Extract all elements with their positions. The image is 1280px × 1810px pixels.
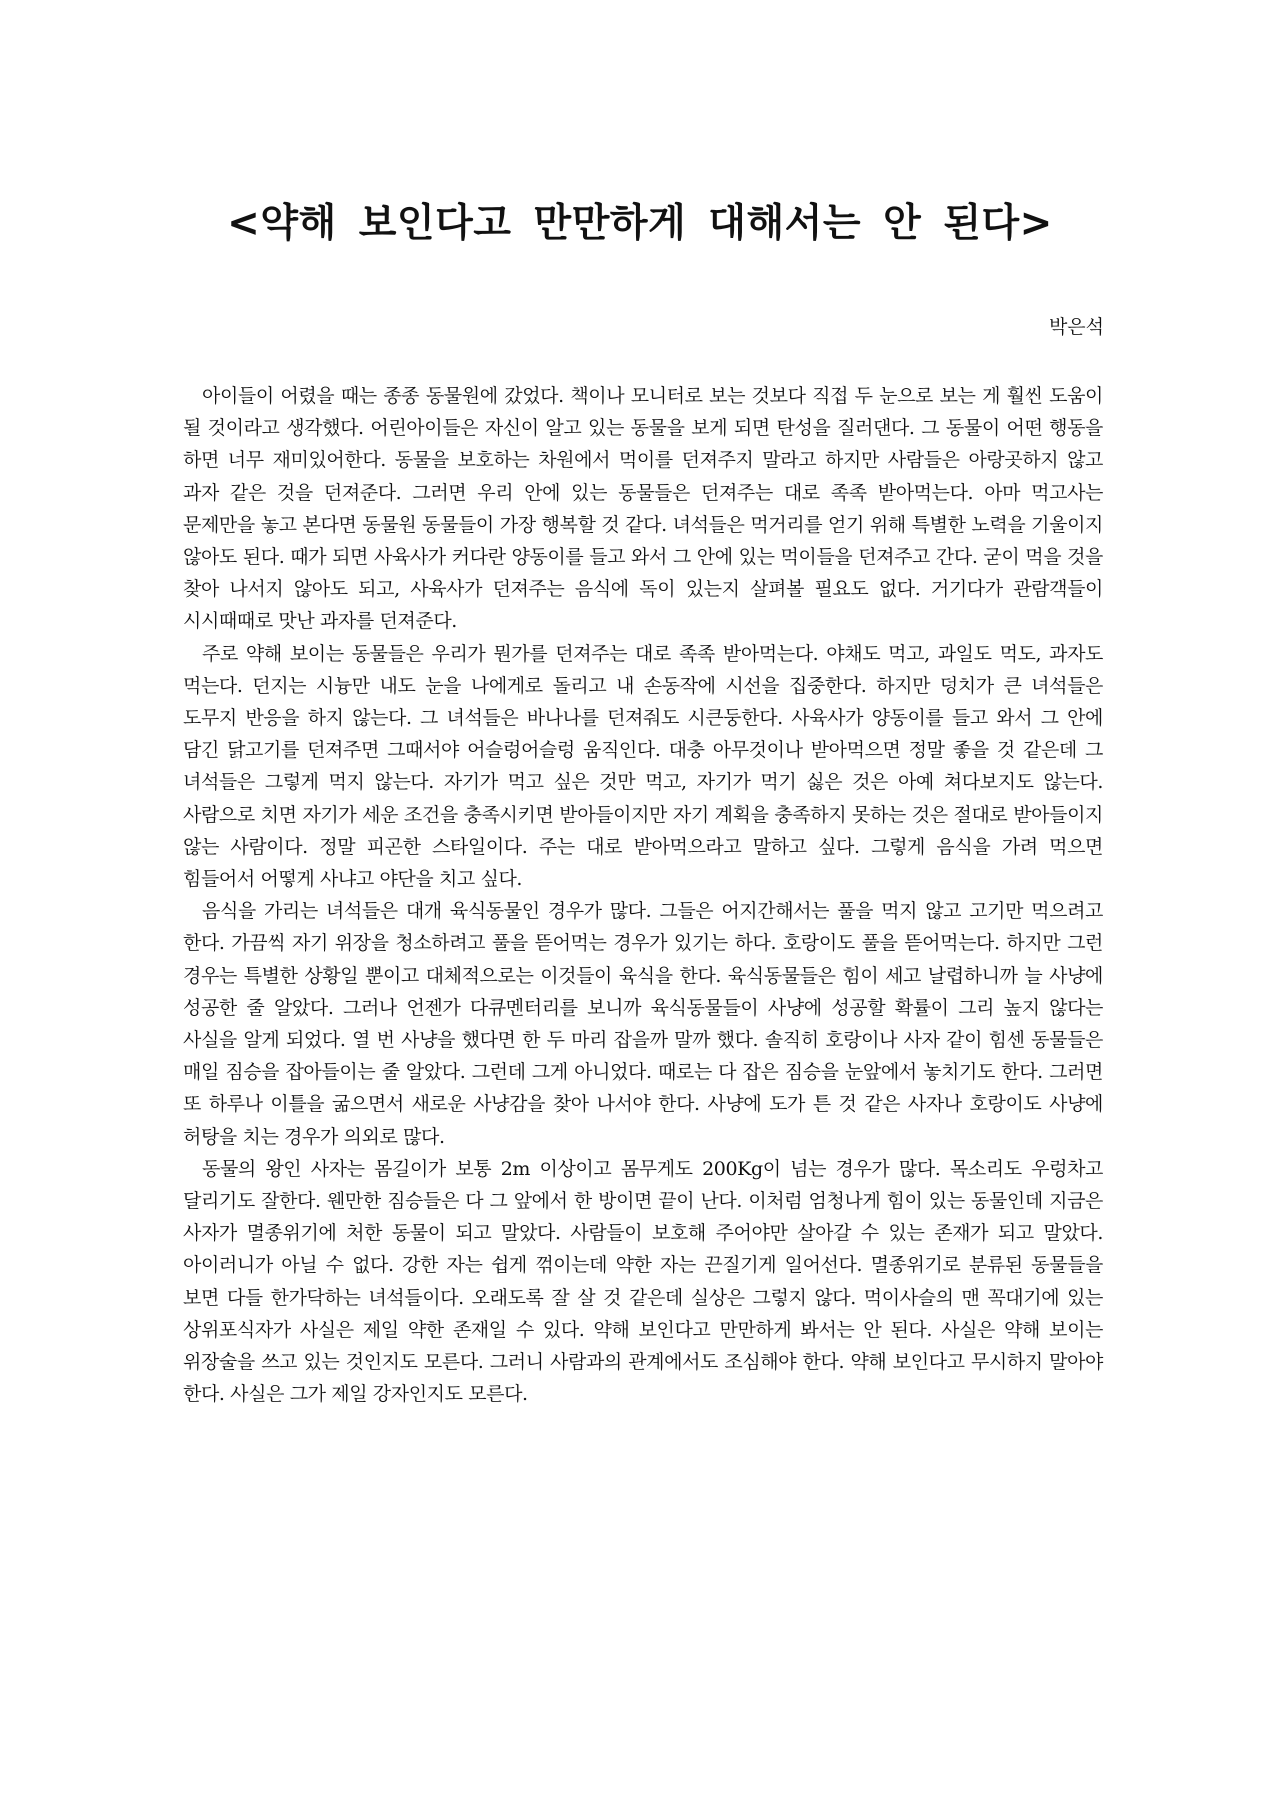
paragraph-1: 아이들이 어렸을 때는 종종 동물원에 갔었다. 책이나 모니터로 보는 것보다 직접 두 눈으로 보는 게 훨씬 도움이 될 것이라고 생각했다. 어린아이들은 자신이 알고 있는 동물을 보게 되면 탄성을 질러댄다. 그 동물이 어떤 행동을 하면 너무 재미있어한다. 동물을 보호하는 차원에서 먹이를 던져주지 말라고 하지만 사람들은 아랑곳하지 않고 과자 같은 것을 던져준다. 그러면 우리 안에 있는 동물들은 던져주는 대로 족족 받아먹는다. 아마 먹고사는 문제만을 놓고 본다면 동물원 동물들이 가장 행복할 것 같다. 녀석들은 먹거리를 얻기 위해 특별한 노력을 기울이지 않아도 된다. 때가 되면 사육사가 커다란 양동이를 들고 와서 그 안에 있는 먹이들을 던져주고 간다. 굳이 먹을 것을 찾아 나서지 않아도 되고, 사육사가 던져주는 음식에 독이 있는지 살펴볼 필요도 없다. 거기다가 관람객들이 시시때때로 맛난 과자를 던져준다.	[183, 385, 1103, 633]
body-text	[183, 380, 1103, 1411]
document-title: <약해 보인다고 만만하게 대해서는 안 된다>	[227, 201, 1053, 246]
author-name: 박은석	[1048, 316, 1104, 338]
paragraph-3: 음식을 가리는 녀석들은 대개 육식동물인 경우가 많다. 그들은 어지간해서는 풀을 먹지 않고 고기만 먹으려고 한다. 가끔씩 자기 위장을 청소하려고 풀을 뜯어먹는 경우가 있기는 하다. 호랑이도 풀을 뜯어먹는다. 하지만 그런 경우는 특별한 상황일 뿐이고 대체적으로는 이것들이 육식을 한다. 육식동물들은 힘이 세고 날렵하니까 늘 사냥에 성공한 줄 알았다. 그러나 언젠가 다큐멘터리를 보니까 육식동물들이 사냥에 성공할 확률이 그리 높지 않다는 사실을 알게 되었다. 열 번 사냥을 했다면 한 두 마리 잡을까 말까 했다. 솔직히 호랑이나 사자 같이 힘센 동물들은 매일 짐승을 잡아들이는 줄 알았다. 그런데 그게 아니었다. 때로는 다 잡은 짐승을 눈앞에서 놓치기도 한다. 그러면 또 하루나 이틀을 굶으면서 새로운 사냥감을 찾아 나서야 한다. 사냥에 도가 튼 것 같은 사자나 호랑이도 사냥에 허탕을 치는 경우가 의외로 많다.	[183, 900, 1103, 1148]
paragraph-2: 주로 약해 보이는 동물들은 우리가 뭔가를 던져주는 대로 족족 받아먹는다. 야채도 먹고, 과일도 먹도, 과자도 먹는다. 던지는 시늉만 내도 눈을 나에게로 돌리고 내 손동작에 시선을 집중한다. 하지만 덩치가 큰 녀석들은 도무지 반응을 하지 않는다. 그 녀석들은 바나나를 던져줘도 시큰둥한다. 사육사가 양동이를 들고 와서 그 안에 담긴 닭고기를 던져주면 그때서야 어슬렁어슬렁 움직인다. 대충 아무것이나 받아먹으면 정말 좋을 것 같은데 그 녀석들은 그렇게 먹지 않는다. 자기가 먹고 싶은 것만 먹고, 자기가 먹기 싫은 것은 아예 쳐다보지도 않는다. 사람으로 치면 자기가 세운 조건을 충족시키면 받아들이지만 자기 계획을 충족하지 못하는 것은 절대로 받아들이지 않는 사람이다. 정말 피곤한 스타일이다. 주는 대로 받아먹으라고 말하고 싶다. 그렇게 음식을 가려 먹으면 힘들어서 어떻게 사냐고 야단을 치고 싶다.	[183, 642, 1103, 891]
paragraph-4: 동물의 왕인 사자는 몸길이가 보통 2m 이상이고 몸무게도 200Kg이 넘는 경우가 많다. 목소리도 우렁차고 달리기도 잘한다. 웬만한 짐승들은 다 그 앞에서 한 방이면 끝이 난다. 이처럼 엄청나게 힘이 있는 동물인데 지금은 사자가 멸종위기에 처한 동물이 되고 말았다. 사람들이 보호해 주어야만 살아갈 수 있는 존재가 되고 말았다. 아이러니가 아닐 수 없다. 강한 자는 쉽게 꺾이는데 약한 자는 끈질기게 일어선다. 멸종위기로 분류된 동물들을 보면 다들 한가닥하는 녀석들이다. 오래도록 잘 살 것 같은데 실상은 그렇지 않다. 먹이사슬의 맨 꼭대기에 있는 상위포식자가 사실은 제일 약한 존재일 수 있다. 약해 보인다고 만만하게 봐서는 안 된다. 사실은 약해 보이는 위장술을 쓰고 있는 것인지도 모른다. 그러니 사람과의 관계에서도 조심해야 한다. 약해 보인다고 무시하지 말아야 한다. 사실은 그가 제일 강자인지도 모른다.	[183, 1157, 1103, 1406]
